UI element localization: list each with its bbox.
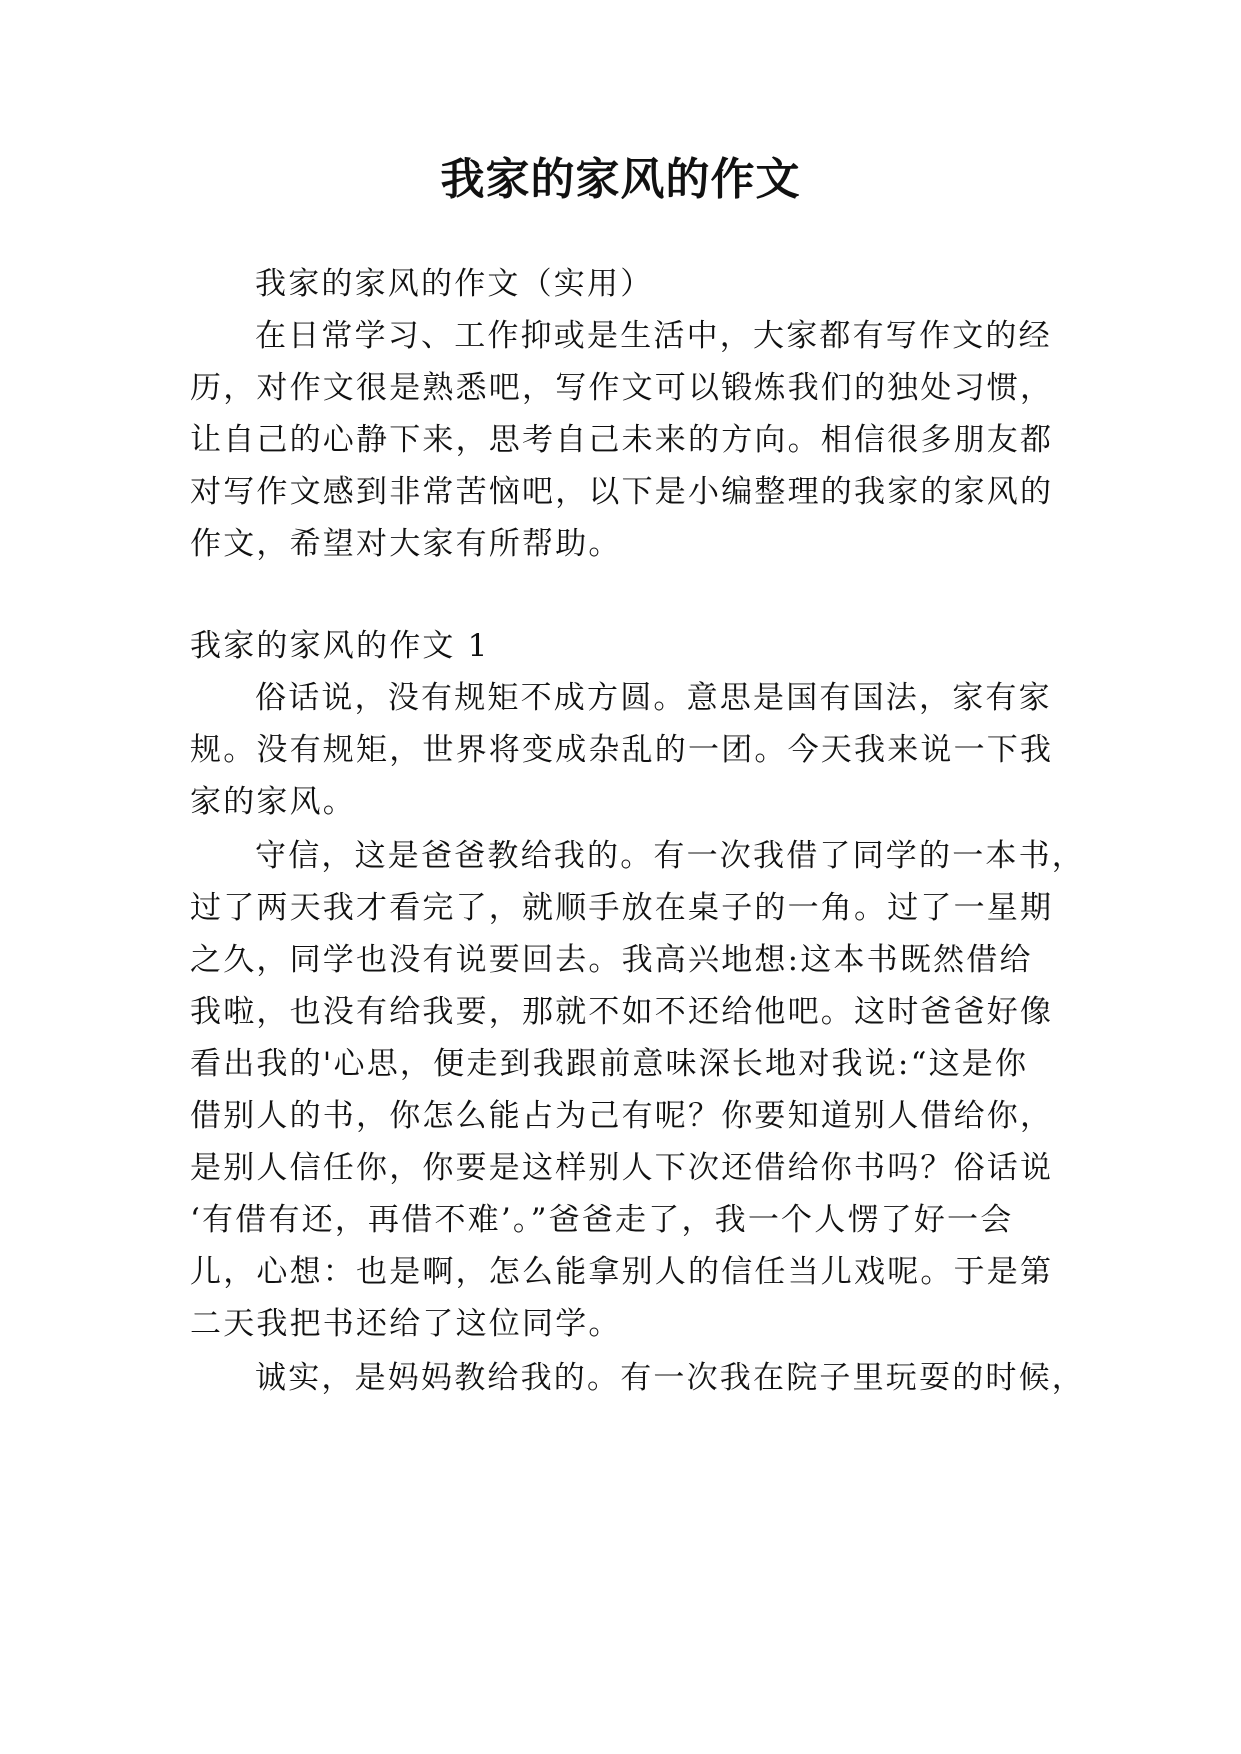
paragraph-line: 是别人信任你，你要是这样别人下次还借给你书吗？俗话说 bbox=[190, 1150, 1054, 1186]
paragraph-line: 过了两天我才看完了，就顺手放在桌子的一角。过了一星期 bbox=[190, 890, 1054, 926]
intro-line: 让自己的心静下来，思考自己未来的方向。相信很多朋友都 bbox=[190, 422, 1054, 458]
paragraph-line: ‘有借有还，再借不难’。”爸爸走了，我一个人愣了好一会 bbox=[190, 1202, 1014, 1238]
section-heading: 我家的家风的作文 1 bbox=[190, 628, 490, 664]
paragraph-line: 诚实，是妈妈教给我的。有一次我在院子里玩耍的时候， bbox=[255, 1360, 1085, 1396]
paragraph-line: 俗话说，没有规矩不成方圆。意思是国有国法，家有家 bbox=[255, 680, 1052, 716]
document-title: 我家的家风的作文 bbox=[440, 154, 801, 205]
paragraph-line: 规。没有规矩，世界将变成杂乱的一团。今天我来说一下我 bbox=[190, 732, 1054, 768]
intro-line: 作文，希望对大家有所帮助。 bbox=[190, 526, 622, 562]
intro-line: 在日常学习、工作抑或是生活中，大家都有写作文的经 bbox=[255, 318, 1052, 354]
paragraph-line: 之久，同学也没有说要回去。我高兴地想:这本书既然借给 bbox=[190, 942, 1033, 978]
paragraph-line: 儿，心想：也是啊，怎么能拿别人的信任当儿戏呢。于是第 bbox=[190, 1254, 1054, 1290]
paragraph-line: 二天我把书还给了这位同学。 bbox=[190, 1306, 622, 1342]
paragraph-line: 家的家风。 bbox=[190, 784, 356, 820]
intro-line: 历，对作文很是熟悉吧，写作文可以锻炼我们的独处习惯， bbox=[190, 370, 1054, 406]
paragraph-line: 借别人的书，你怎么能占为己有呢？你要知道别人借给你， bbox=[190, 1098, 1054, 1134]
paragraph-line: 守信，这是爸爸教给我的。有一次我借了同学的一本书， bbox=[255, 838, 1085, 874]
paragraph-line: 我啦，也没有给我要，那就不如不还给他吧。这时爸爸好像 bbox=[190, 994, 1054, 1030]
paragraph-line: 看出我的'心思，便走到我跟前意味深长地对我说:“这是你 bbox=[190, 1046, 1029, 1082]
document-subtitle: 我家的家风的作文（实用） bbox=[255, 266, 654, 302]
intro-line: 对写作文感到非常苦恼吧，以下是小编整理的我家的家风的 bbox=[190, 474, 1054, 510]
